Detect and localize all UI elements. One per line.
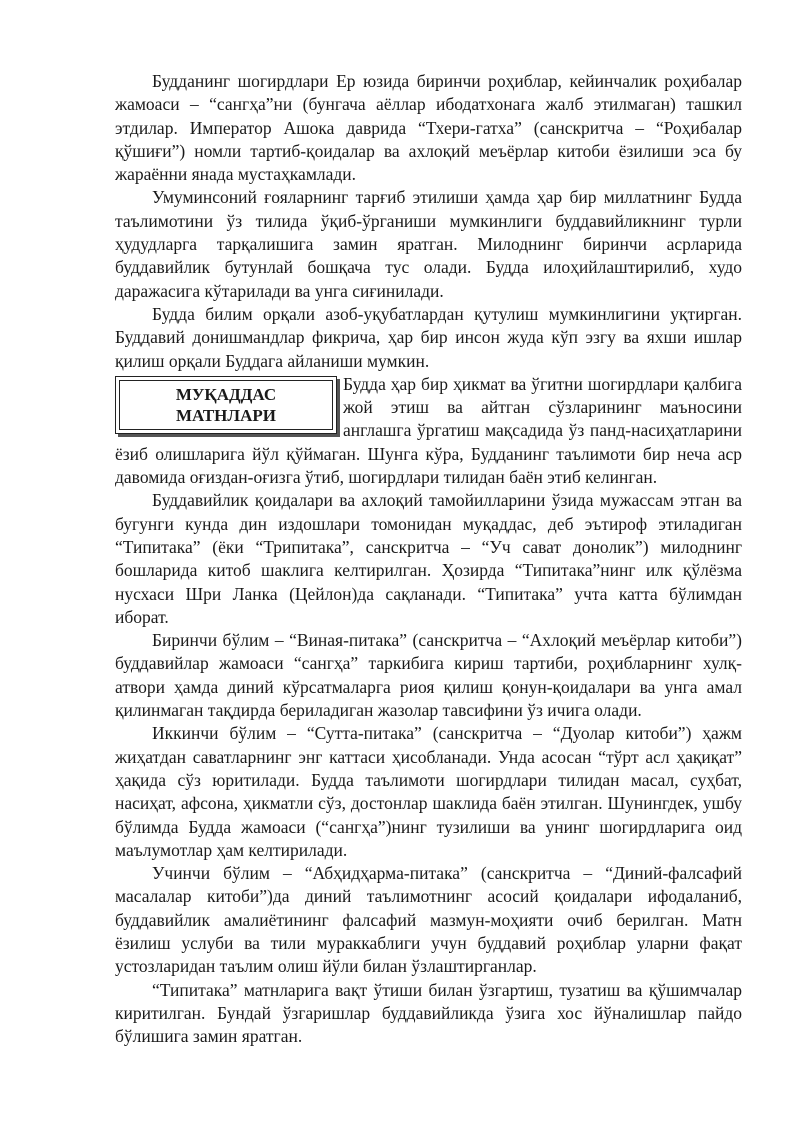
paragraph: Учинчи бўлим – “Абҳидҳарма-питака” (санскритча – “Диний-фалсафий масалалар китоби”)да диний таълимотнинг асосий қоидалари ифодаланиб, буддавийлик амалиётининг фалсафий мазмун-моҳияти очиб берилган. Матн ёзилиш услуби ва тили мураккаблиги учун буддавий роҳиблар уларни фақат устозларидан таълим олиш йўли билан ўзлаштирганлар. — [115, 863, 742, 977]
paragraph: Будда билим орқали азоб-уқубатлардан қутулиш мумкинлигини уқтирган. Буддавий донишмандлар фикрича, ҳар бир инсон жуда кўп эзгу ва яхши ишлар қилиш орқали Буддага айланиши мумкин. — [115, 303, 742, 371]
paragraph-wrapped: Будда ҳар бир ҳикмат ва ўгитни шогирдлари қалбига жой этиш ва айтган сўзларининг маъносини англашга ўргатиш мақсадида ўз панд-насиҳатларини ёзиб олишларига йўл қўймаган. Шунга кўра, Будданинг таълимоти бир неча аср давомида оғиздан-оғизга ўтиб, шогирдлари тилидан баён этиб келинган. — [115, 373, 742, 488]
section-heading-box — [115, 376, 337, 434]
section-heading-line-1: МУҚАДДАС — [175, 384, 277, 404]
document-page — [115, 70, 742, 1048]
section-heading — [119, 380, 333, 430]
paragraph: Умуминсоний ғояларнинг тарғиб этилиши ҳамда ҳар бир миллатнинг Будда таълимотини ўз тилида ўқиб-ўрганиши мумкинлиги буддавийликнинг турли ҳудудларга тарқалишига замин яратган. Милоднинг биринчи асрларида буддавийлик бутунлай бошқача тус олади. Будда илоҳийлаштирилиб, худо даражасига кўтарилади ва унга сиғинилади. — [115, 187, 742, 301]
paragraph: Иккинчи бўлим – “Сутта-питака” (санскритча – “Дуолар китоби”) ҳажм жиҳатдан саватларнинг энг каттаси ҳисобланади. Унда асосан “тўрт асл ҳақиқат” ҳақида сўз юритилади. Будда таълимоти шогирдлари тилидан масал, суҳбат, насиҳат, афсона, ҳикматли сўз, достонлар шаклида баён этилган. Шунингдек, ушбу бўлимда Будда жамоаси (“сангҳа”)нинг тузилиши ва унинг шогирдларига оид маълумотлар ҳам келтирилади. — [115, 723, 742, 860]
paragraph: “Типитака” матнларига вақт ўтиши билан ўзгартиш, тузатиш ва қўшимчалар киритилган. Бундай ўзгаришлар буддавийликда ўзига хос йўналишлар пайдо бўлишига замин яратган. — [115, 979, 742, 1047]
paragraph: Биринчи бўлим – “Виная-питака” (санскритча – “Ахлоқий меъёрлар китоби”) буддавийлар жамоаси “сангҳа” таркибига кириш тартиби, роҳибларнинг хулқ-атвори ҳамда диний кўрсатмаларга риоя қилиш қонун-қоидалари ва унга амал қилинмаган тақдирда бериладиган жазолар тавсифини ўз ичига олади. — [115, 630, 742, 721]
paragraph: Будданинг шогирдлари Ер юзида биринчи роҳиблар, кейинчалик роҳибалар жамоаси – “сангҳа”ни (бунгача аёллар ибодатхонага жалб этилмаган) ташкил этдилар. Император Ашока даврида “Тхери-гатха” (санскритча – “Роҳибалар қўшиғи”) номли тартиб-қоидалар ва ахлоқий меъёрлар китоби ёзилиши эса бу жараённи янада мустаҳкамлади. — [115, 71, 742, 185]
section-heading-line-2: МАТНЛАРИ — [176, 405, 276, 425]
paragraph: Буддавийлик қоидалари ва ахлоқий тамойилларини ўзида мужассам этган ва бугунги кунда дин издошлари томонидан муқаддас, деб эътироф этиладиган “Типитака” (ёки “Трипитака”, санскритча – “Уч сават донолик”) милоднинг бошларида китоб шаклига келтирилган. Ҳозирда “Типитака”нинг илк қўлёзма нусхаси Шри Ланка (Цейлон)да сақланади. “Типитака” учта катта бўлимдан иборат. — [115, 490, 742, 627]
